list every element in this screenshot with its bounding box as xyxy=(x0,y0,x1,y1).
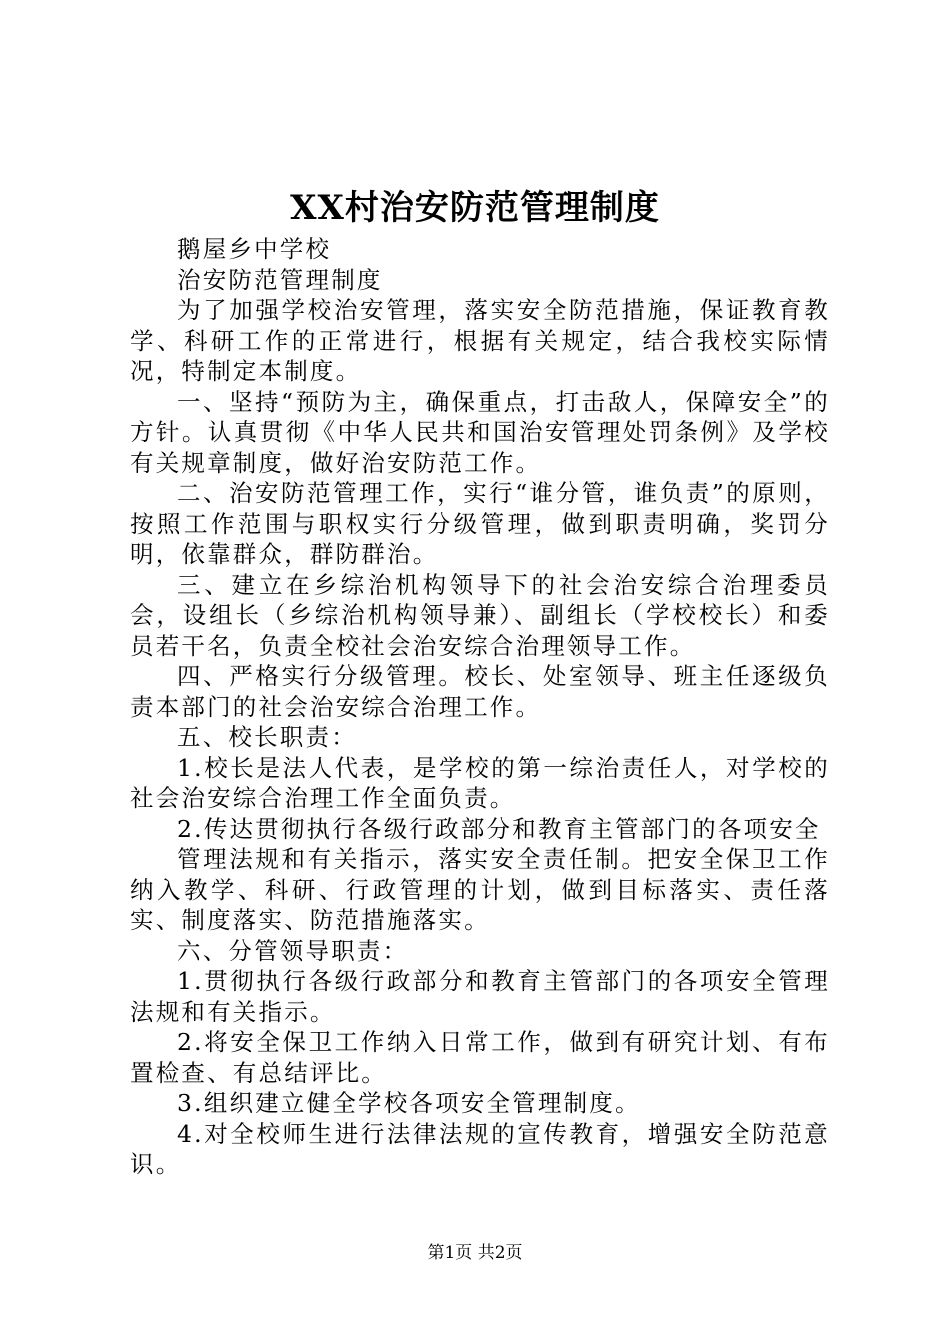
paragraph-school-name: 鹅屋乡中学校 xyxy=(177,235,332,263)
paragraph-section-5-heading: 五、校长职责： xyxy=(177,723,357,751)
paragraph-section-6-item-3: 3.组织建立健全学校各项安全管理制度。 xyxy=(177,1089,641,1117)
document-title: XX村治安防范管理制度 xyxy=(290,188,660,228)
paragraph-section-5-item-2: 2.传达贯彻执行各级行政部分和教育主管部门的各项安全 xyxy=(177,814,821,843)
paragraph-section-6-item-2: 2.将安全保卫工作纳入日常工作，做到有研究计划、有布置检查、有总结评比。 xyxy=(130,1028,830,1087)
paragraph-section-5-item-1: 1.校长是法人代表，是学校的第一综治责任人，对学校的社会治安综合治理工作全面负责。 xyxy=(130,753,830,812)
paragraph-intro: 为了加强学校治安管理，落实安全防范措施，保证教育教学、科研工作的正常进行，根据有关规定，结合我校实际情况，特制定本制度。 xyxy=(130,296,830,385)
page-number: 第1页 共2页 xyxy=(427,1243,523,1263)
paragraph-section-5-item-2-cont: 管理法规和有关指示，落实安全责任制。把安全保卫工作纳入教学、科研、行政管理的计划，做到目标落实、责任落实、制度落实、防范措施落实。 xyxy=(130,845,830,934)
paragraph-section-4: 四、严格实行分级管理。校长、处室领导、班主任逐级负责本部门的社会治安综合治理工作。 xyxy=(130,662,830,721)
paragraph-section-3: 三、建立在乡综治机构领导下的社会治安综合治理委员会，设组长（乡综治机构领导兼）、副组长（学校校长）和委员若干名，负责全校社会治安综合治理领导工作。 xyxy=(130,570,830,660)
paragraph-subtitle: 治安防范管理制度 xyxy=(177,265,383,294)
paragraph-section-6-heading: 六、分管领导职责： xyxy=(177,936,409,965)
document-body xyxy=(130,234,830,1180)
paragraph-section-6-item-4: 4.对全校师生进行法律法规的宣传教育，增强安全防范意识。 xyxy=(130,1119,830,1178)
paragraph-section-6-item-1: 1.贯彻执行各级行政部分和教育主管部门的各项安全管理法规和有关指示。 xyxy=(130,967,830,1026)
paragraph-section-1: 一、坚持“预防为主，确保重点，打击敌人，保障安全”的方针。认真贯彻《中华人民共和国治安管理处罚条例》及学校有关规章制度，做好治安防范工作。 xyxy=(130,387,830,477)
paragraph-section-2: 二、治安防范管理工作，实行“谁分管，谁负责”的原则，按照工作范围与职权实行分级管理，做到职责明确，奖罚分明，依靠群众，群防群治。 xyxy=(130,479,830,568)
